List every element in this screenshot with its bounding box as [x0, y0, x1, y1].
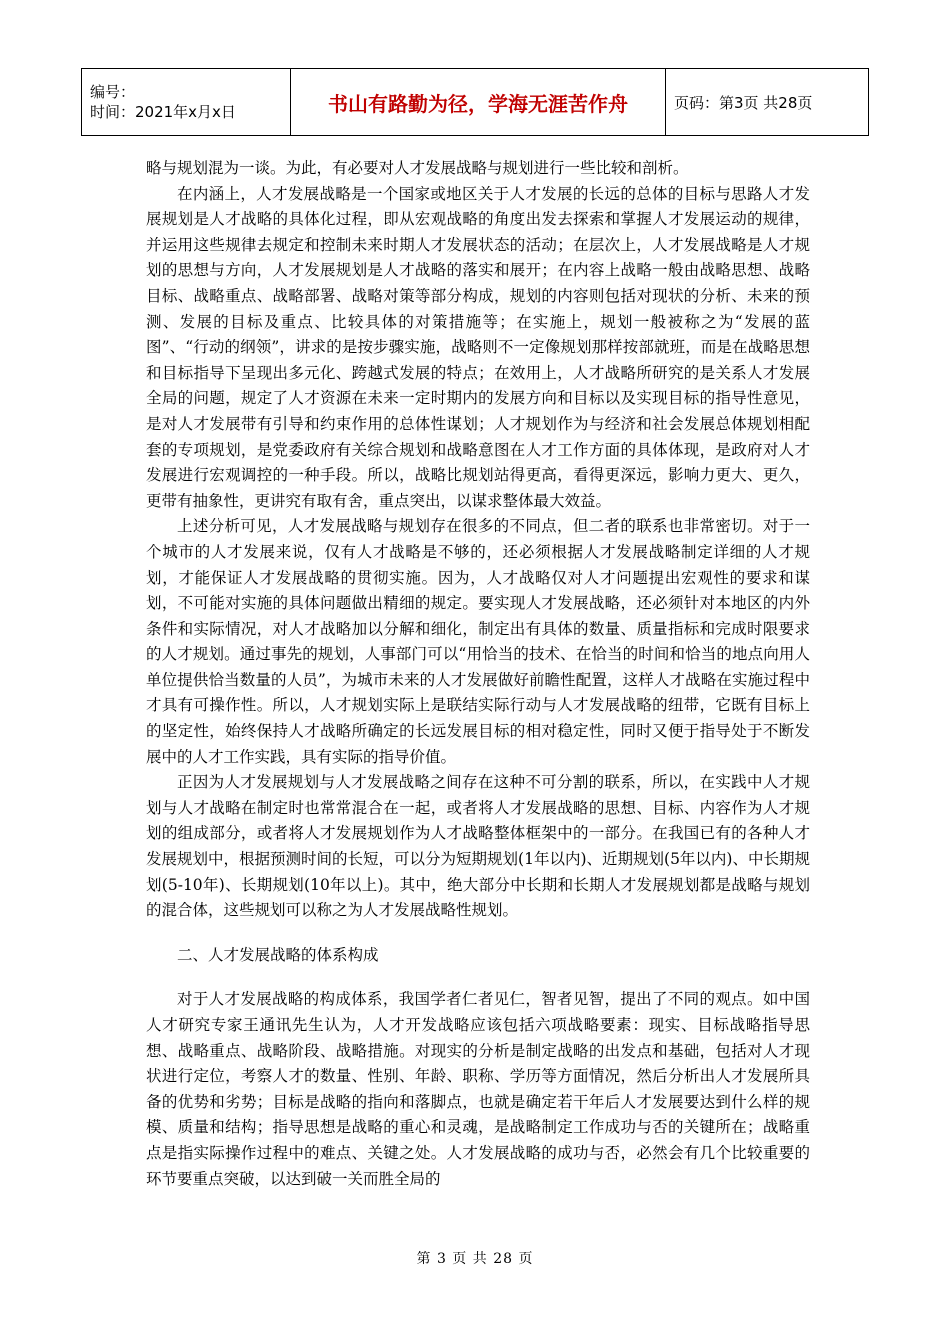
header-meta — [82, 69, 291, 136]
paragraph: 在内涵上，人才发展战略是一个国家或地区关于人才发展的长远的总体的目标与思路人才发展规划是人才战略的具体化过程，即从宏观战略的角度出发去探索和掌握人才发展运动的规律，并运用这些规律去规定和控制未来时期人才发展状态的活动；在层次上，人才发展战略是人才规划的思想与方向，人才发展规划是人才战略的落实和展开；在内容上战略一般由战略思想、战略目标、战略重点、战略部署、战略对策等部分构成，规划的内容则包括对现状的分析、未来的预测、发展的目标及重点、比较具体的对策措施等；在实施上，规划一般被称之为“发展的蓝图”、“行动的纲领”，讲求的是按步骤实施，战略则不一定像规划那样按部就班，而是在战略思想和目标指导下呈现出多元化、跨越式发展的特点；在效用上，人才战略所研究的是关系人才发展全局的问题，规定了人才资源在未来一定时期内的发展方向和目标以及实现目标的指导性意见，是对人才发展带有引导和约束作用的总体性谋划；人才规划作为与经济和社会发展总体规划相配套的专项规划，是党委政府有关综合规划和战略意图在人才工作方面的具体体现，是政府对人才发展进行宏观调控的一种手段。所以，战略比规划站得更高，看得更深远，影响力更大、更久，更带有抽象性，更讲究有取有舍，重点突出，以谋求整体最大效益。 — [146, 184, 810, 510]
page-header — [81, 68, 869, 136]
header-page-info: 页码：第3页 共28页 — [666, 69, 869, 136]
page-footer: 第 3 页 共 28 页 — [416, 1251, 534, 1267]
document-date: 时间：2021年x月x日 — [90, 103, 236, 121]
paragraph: 正因为人才发展规划与人才发展战略之间存在这种不可分割的联系，所以，在实践中人才规划与人才战略在制定时也常常混合在一起，或者将人才发展战略的思想、目标、内容作为人才规划的组成部分，或者将人才发展规划作为人才战略整体框架中的一部分。在我国已有的各种人才发展规划中，根据预测时间的长短，可以分为短期规划(1年以内)、近期规划(5年以内)、中长期规划(5-10年)、长期规划(10年以上)。其中，绝大部分中长期和长期人才发展规划都是战略与规划的混合体，这些规划可以称之为人才发展战略性规划。 — [146, 773, 810, 920]
paragraph-continued: 略与规划混为一谈。为此，有必要对人才发展战略与规划进行一些比较和剖析。 — [146, 159, 689, 177]
document-number: 编号： — [90, 83, 136, 101]
paragraph: 上述分析可见，人才发展战略与规划存在很多的不同点，但二者的联系也非常密切。对于一个城市的人才发展来说，仅有人才战略是不够的，还必须根据人才发展战略制定详细的人才规划，才能保证人才发展战略的贯彻实施。因为，人才战略仅对人才问题提出宏观性的要求和谋划，不可能对实施的具体问题做出精细的规定。要实现人才发展战略，还必须针对本地区的内外条件和实际情况，对人才战略加以分解和细化，制定出有具体的数量、质量指标和完成时限要求的人才规划。通过事先的规划，人事部门可以“用恰当的技术、在恰当的时间和恰当的地点向用人单位提供恰当数量的人员”，为城市未来的人才发展做好前瞻性配置，这样人才战略在实施过程中才具有可操作性。所以，人才规划实际上是联结实际行动与人才发展战略的纽带，它既有目标上的坚定性，始终保持人才战略所确定的长远发展目标的相对稳定性，同时又便于指导处于不断发展中的人才工作实践，具有实际的指导价值。 — [146, 517, 810, 766]
document-body — [146, 156, 810, 1192]
section-heading: 二、人才发展战略的体系构成 — [177, 945, 379, 964]
paragraph: 对于人才发展战略的构成体系，我国学者仁者见仁，智者见智，提出了不同的观点。如中国人才研究专家王通讯先生认为，人才开发战略应该包括六项战略要素：现实、目标战略指导思想、战略重点、战略阶段、战略措施。对现实的分析是制定战略的出发点和基础，包括对人才现状进行定位，考察人才的数量、性别、年龄、职称、学历等方面情况，然后分析出人才发展所具备的优势和劣势；目标是战略的指向和落脚点，也就是确定若干年后人才发展要达到什么样的规模、质量和结构；指导思想是战略的重心和灵魂，是战略制定工作成功与否的关键所在；战略重点是指实际操作过程中的难点、关键之处。人才发展战略的成功与否，必然会有几个比较重要的环节要重点突破，以达到破一关而胜全局的 — [146, 990, 810, 1188]
header-motto: 书山有路勤为径，学海无涯苦作舟 — [291, 69, 666, 136]
